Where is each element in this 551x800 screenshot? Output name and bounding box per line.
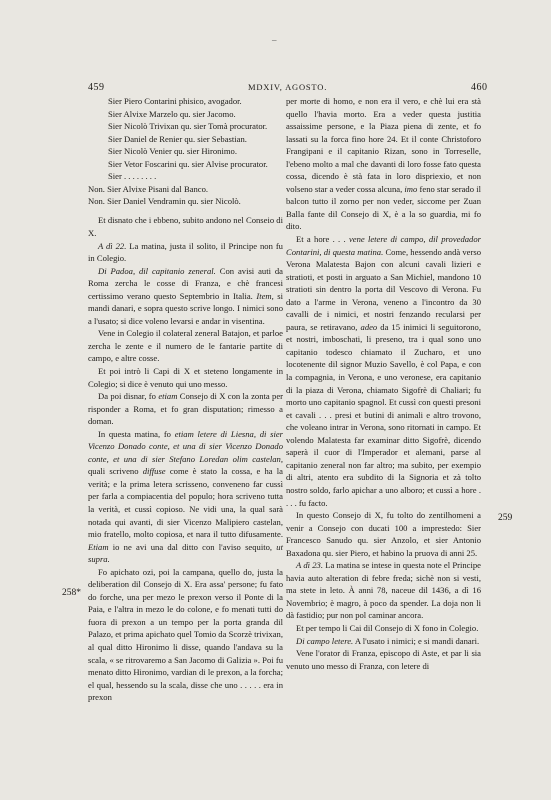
paragraph: Da poi disnar, fo etiam Consejo di X con la zonta per risponder a Roma, et fo gran disputation; rimesso a doman. [88,391,283,427]
paragraph: Et a hore . . . vene letere di campo, dil provedador Contarini, di questa matina. Come, hessendo andà verso Verona Malatesta Bajon con alcuni cavali lizieri e stratioti, et posti in arguato a San Michiel, mandono 10 stratioti sin dentro la porta dil Vescovo di Verona. Fu dato a l'arme in Verona, veneno a l'incontro da 30 cavalli de i nimici, et nostri fenzando recularsi per paura, se retiravano, adeo da 15 inimici li seguitorono, et nostri, imboschati, li preseno, tra i qual sono uno capitanio todesco chiamato il Zucharo, et uno locotenente dil signor Muzio Savello, è col Papa, e con la compagnia, in Verona, e uno veronese, era capitanio di la piaza di Verona, chiamato Sigofrè di Chaliari; fu morto uno capitanio spagnol. Et cussì con questi presoni et cavali . . . presi et butini di animali e altro trovono, che voleano intrar in Verona, sono ritornati in campo. Et volendo Malatesta far examinar ditto Sigofrè, dicendo saperà il cuor di l'Imperador et alemani, parse al capitanio zeneral non far altro; ma subito, per exempio di altri, atento era subdito di la Signoria et zà tolto nostro soldo, farlo apichar a uno alboro; et cussì a hore . . . . fu facto. [286,234,481,508]
list-item: Sier Piero Contarini phisico, avogador. [108,96,242,106]
paragraph: Di campo letere. A l'usato i nimici; e si mandi danari. [296,635,480,646]
paragraph: Vene l'orator di Franza, episcopo di Aste, et par li sia venuto uno messo di Franza, con letere di [286,648,481,671]
council-list [88,95,283,208]
date-heading: A dì 23. [296,560,323,571]
list-item: Sier Vetor Foscarini qu. sier Alvise procurator. [108,158,268,169]
top-mark: – [272,35,277,45]
list-item: Sier Nicolò Trivixan qu. sier Tomà procurator. [108,121,268,132]
paragraph: In questa matina, fo etiam letere di Liesna, di sier Vicenzo Donado conte, et una di sier Vicenzo Donado conte, et una di sier Stefano Loredan olim castelan, quali scriveno diffuse come è stato la cossa, e ha la verità; e la prima letera scrisseno, conveneno far cussì per farla a compiacentia del populo; hora scriveno tutta la verità, et cussì copioso. Ne vidi una, la qual sarà notada qui avanti, di sier Vicenzo Malipiero castelan, mio fratello, molto copiosa, et nara il tutto difusamente. Etiam io ne avi una dal ditto con l'aviso sequito, ut supra. [88,428,283,565]
page-number-left: 459 [88,82,105,93]
paragraph: Et disnato che i ebbeno, subito andono nel Conseio di X. [88,215,283,238]
right-column [286,95,481,672]
letter-heading: Di Padoa, dil capitanio zeneral. [98,265,216,276]
list-item: Non. Sier Daniel Vendramin qu. sier Nicolò. [88,196,241,207]
paragraph: Et per tempo li Cai dil Consejo di X fono in Colegio. [296,622,479,633]
list-item: Non. Sier Alvixe Pisani dal Banco. [88,183,209,194]
paragraph: In questo Consejo di X, fu tolto do zentilhomeni a venir a Consejo con ducati 100 a imprestedo: Sier Francesco Sanudo qu. sier Anzolo, et sier Antonio Baxadona qu. sier Piero, et habino la pruova di anni 25. [286,510,481,558]
date-heading: A dì 22. [98,240,127,251]
paragraph: Di Padoa, dil capitanio zeneral. Con avisi auti da Roma zercha le cosse di Franza, e chè francesi certissimo verano questo Septembrio in Italia. Item, si mandi danari, e sopra questo scrive longo. I nimici sono a l'usato; si dice voleno levarsi e andar in visentina. [88,265,283,326]
list-item: Sier . . . . . . . . [108,171,157,182]
paragraph: A dì 23. La matina se intese in questa note el Principe havia auto alteration di febre freda; sichè non si vesti, ma stete in leto. À anni 78, naceue dil 1436, a dì 16 Novembrio; è magro, à poco da spender. La doja non li dà fastidio; pur non pol caminar ancora. [286,560,481,621]
left-column [88,95,283,704]
paragraph: A dì 22. La matina, justa il solito, il Principe non fu in Colegio. [88,240,283,264]
list-item: Sier Nicolò Venier qu. sier Hironimo. [108,146,237,157]
paragraph: Fo apichato ozi, poi la campana, quello do, justa la deliberation dil Consejo di X. Era assa' persone; fu fato do forche, una per mezo le prexon verso il Ponte di la Paia, e l'altra in mezo le do colone, e fo menati tutti do fuora di prexon a un tempo per la porta granda dil Palazo, et prima apichato quel Tomio da Scorzè trivixan, al qual ditto Hironimo li disse, quando l'andava su la scala, « se ritrovaremo a San Jacomo di Galizia ». Poi fu menato ditto Hironimo, vardian di le prexon, a la forcha; el qual, hessendo su la scala, disse che uno . . . . . era in prexon [88,566,283,703]
paragraph: Et poi intrò li Capi di X et steteno longamente in Colegio; si dice è venuto qui uno messo. [88,365,283,389]
list-item: Sier Alvixe Marzelo qu. sier Jacomo. [108,108,236,119]
letter-heading: Di campo letere. [296,635,354,646]
margin-number-right: 259 [498,513,513,523]
running-title: MDXIV, AGOSTO. [248,82,328,92]
paragraph: per morte di homo, e non era il vero, e chè lui era stà quello l'havia morto. Era a veder questa justitia assaissime persone, e la Piaza piena di zente, et fo lassati su la forca fino hore 24. Et il conte Christoforo Frangipani e il capitanio Rizan, sono in Torreselle, l'ebeno molto a mal che davanti di loro fosse fato questa cossa, dicendo è stà fata in loro dispriexio, et non volseno star a veder cossa alcuna, imo feno star serado il balcon tutto il zorno per non veder, siccome per Zuan Balla fante dil Consejo di X, è a la so guardia, mi fo dito. [286,96,481,232]
margin-number-left: 258* [62,588,81,598]
list-item: Sier Daniel de Renier qu. sier Sebastian. [108,133,247,144]
paragraph: Vene in Colegio il colateral zeneral Batajon, et parloe zercha le zente e il numero de le fantarie partite di campo, e altre cosse. [88,328,283,364]
page-number-right: 460 [471,82,488,93]
